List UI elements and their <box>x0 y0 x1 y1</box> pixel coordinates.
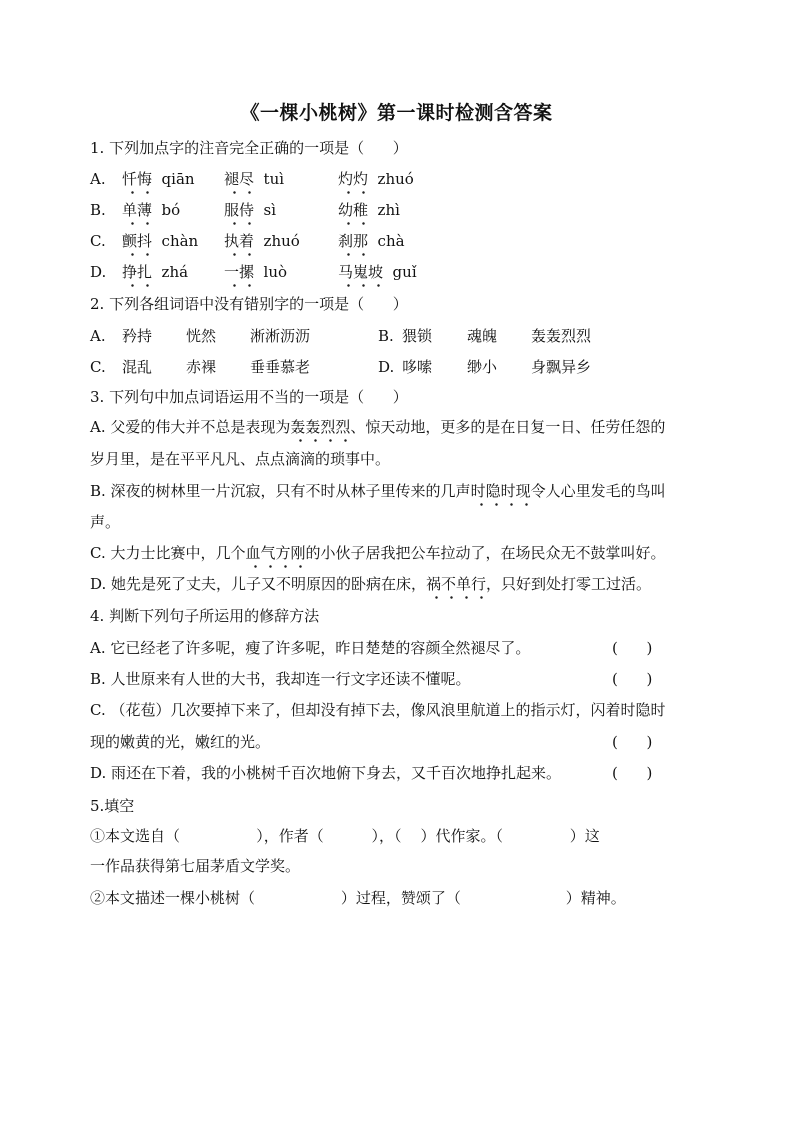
q1-dotted-word: 忏悔 <box>122 170 153 188</box>
q1-pinyin: tuì <box>254 170 285 188</box>
q3-option-a-line1: A. 父爱的伟大并不总是表现为轰轰烈烈、惊天动地，更多的是在日复一日、任劳任怨的 <box>90 418 666 436</box>
q2-option-word: 恍然 <box>186 327 217 345</box>
q1-option-item <box>224 262 287 282</box>
q1-option-item <box>122 231 198 251</box>
q2-option-word: 猥锁 <box>402 327 433 345</box>
q4-answer-paren-b: ( ) <box>612 670 653 688</box>
q1-dotted-word: 服侍 <box>224 201 255 219</box>
q1-option-letter: C. <box>90 232 106 250</box>
q3-dotted-term-b: 时隐时现 <box>470 482 531 500</box>
q2-option-word: 哆嗦 <box>402 358 433 376</box>
q4-answer-paren-c: ( ) <box>612 733 653 751</box>
q1-dotted-word: 幼稚 <box>338 201 369 219</box>
q2-option-word: 垂垂慕老 <box>250 358 311 376</box>
q1-pinyin: zhá <box>152 263 189 281</box>
q4-option-c-line2: 现的嫩黄的光，嫩红的光。 <box>90 733 271 751</box>
q3-dotted-term-c: 血气方刚 <box>245 544 306 562</box>
q1-stem: 1. 下列加点字的注音完全正确的一项是（ ） <box>90 139 408 157</box>
q1-option-letter: D. <box>90 263 107 281</box>
q4-option-b: B. 人世原来有人世的大书，我却连一行文字还读不懂呢。 <box>90 670 471 688</box>
page-title: 《一棵小桃树》第一课时检测含答案 <box>240 102 553 124</box>
q1-option-item <box>122 169 195 189</box>
q1-pinyin: qiān <box>152 170 195 188</box>
q2-option-word: 赤裸 <box>186 358 217 376</box>
q2-option-word: 轰轰烈烈 <box>531 327 592 345</box>
q1-option-letter: B. <box>90 201 106 219</box>
q3-dotted-term-a: 轰轰烈烈 <box>290 418 351 436</box>
q3-option-a-line2: 岁月里，是在平平凡凡、点点滴滴的琐事中。 <box>90 450 391 468</box>
q1-dotted-word: 挣扎 <box>122 263 153 281</box>
q1-pinyin: bó <box>152 201 181 219</box>
q2-option-word: 淅淅沥沥 <box>250 327 311 345</box>
q1-dotted-word: 单薄 <box>122 201 153 219</box>
q1-option-item <box>224 231 300 251</box>
q4-answer-paren-d: ( ) <box>612 764 653 782</box>
q1-pinyin: chàn <box>152 232 199 250</box>
q1-option-item <box>338 262 417 282</box>
q3-option-c: C. 大力士比赛中，几个血气方刚的小伙子居我把公车拉动了，在场民众无不鼓掌叫好。 <box>90 544 666 562</box>
q1-dotted-word: 马嵬坡 <box>338 263 384 281</box>
q1-option-item <box>338 169 414 189</box>
q1-pinyin: sì <box>254 201 277 219</box>
q1-dotted-word: 一摞 <box>224 263 255 281</box>
q4-option-d: D. 雨还在下着，我的小桃树千百次地俯下身去，又千百次地挣扎起来。 <box>90 764 562 782</box>
q2-option-word: 缈小 <box>467 358 498 376</box>
q3-option-b-line1: B. 深夜的树林里一片沉寂，只有不时从林子里传来的几声时隐时现令人心里发毛的鸟叫 <box>90 482 666 500</box>
q2-option-letter: B. <box>378 327 394 345</box>
q5-blank-line3: ②本文描述一棵小桃树（ ）过程，赞颂了（ ）精神。 <box>90 889 626 907</box>
q1-option-item <box>224 200 276 220</box>
q2-stem: 2. 下列各组词语中没有错别字的一项是（ ） <box>90 295 408 313</box>
q1-option-item <box>122 262 188 282</box>
q1-option-item <box>338 200 400 220</box>
q4-option-a: A. 它已经老了许多呢，瘦了许多呢，昨日楚楚的容颜全然褪尽了。 <box>90 639 531 657</box>
q3-option-b-line2: 声。 <box>90 513 121 531</box>
q2-option-word: 魂魄 <box>467 327 498 345</box>
q2-option-word: 混乱 <box>122 358 153 376</box>
q2-option-word: 身飘异乡 <box>531 358 592 376</box>
q4-answer-paren-a: ( ) <box>612 639 653 657</box>
q1-dotted-word: 褪尽 <box>224 170 255 188</box>
q3-stem: 3. 下列句中加点词语运用不当的一项是（ ） <box>90 388 408 406</box>
q2-option-word: 矜持 <box>122 327 153 345</box>
q1-dotted-word: 颤抖 <box>122 232 153 250</box>
q1-pinyin: zhuó <box>254 232 300 250</box>
q1-pinyin: chà <box>368 232 405 250</box>
q1-option-letter: A. <box>90 170 106 188</box>
q2-option-letter: C. <box>90 358 106 376</box>
q3-dotted-term-d: 祸不单行 <box>426 575 487 593</box>
q2-option-letter: A. <box>90 327 106 345</box>
q1-pinyin: zhuó <box>368 170 414 188</box>
q1-dotted-word: 灼灼 <box>338 170 369 188</box>
q2-option-letter: D. <box>378 358 395 376</box>
q5-blank-line1: ①本文选自（ ），作者（ ），（ ）代作家。（ ）这 <box>90 827 600 845</box>
q4-stem: 4. 判断下列句子所运用的修辞方法 <box>90 607 320 625</box>
q1-dotted-word: 刹那 <box>338 232 369 250</box>
q1-pinyin: zhì <box>368 201 400 219</box>
q1-pinyin: guǐ <box>383 263 417 281</box>
q5-stem: 5.填空 <box>90 797 135 815</box>
q1-pinyin: luò <box>254 263 288 281</box>
q1-option-item <box>224 169 284 189</box>
q5-blank-line2: 一作品获得第七届茅盾文学奖。 <box>90 857 301 875</box>
q1-option-item <box>122 200 180 220</box>
q1-dotted-word: 执着 <box>224 232 255 250</box>
q1-option-item <box>338 231 405 251</box>
q3-option-d: D. 她先是死了丈夫，儿子又不明原因的卧病在床，祸不单行，只好到处打零工过活。 <box>90 575 652 593</box>
q4-option-c-line1: C. （花苞）几次要掉下来了，但却没有掉下去，像风浪里航道上的指示灯，闪着时隐时 <box>90 701 666 719</box>
